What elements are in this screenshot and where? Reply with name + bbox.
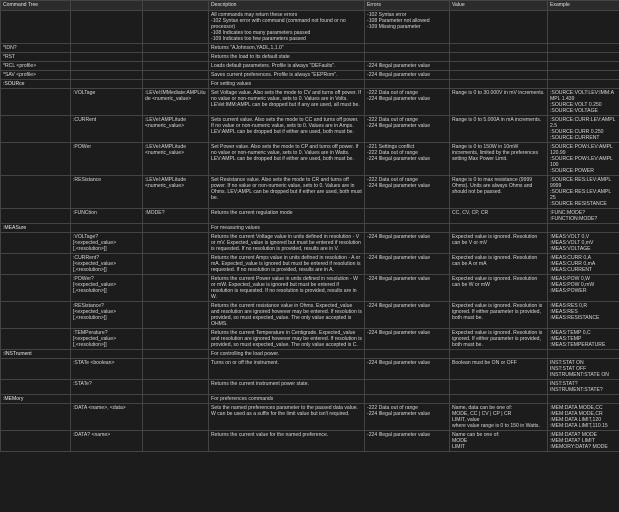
command-sub-cell: :VOLTage? [<expected_value> [,<resolution>]] <box>71 233 143 254</box>
command-param-cell <box>143 350 209 359</box>
errors-cell: -221 Settings conflict -222 Data out of range -224 Illegal parameter value <box>365 143 450 176</box>
description-cell: Returns the current Voltage value in units defined in resolution - V or mV. Expected_value is ignored but must be entered if resolution is requested. If no resolution is provided, results are in V. <box>209 233 365 254</box>
command-param-cell <box>143 254 209 275</box>
command-param-cell: :LEVel:AMPLitude <numeric_value> <box>143 176 209 209</box>
command-param-cell <box>143 302 209 329</box>
command-param-cell <box>143 404 209 431</box>
example-cell: :SOURCE:POW:LEV:AMPL 120.99 :SOURCE:POW:LEV:AMPL 100 :SOURCE:POWER <box>548 143 619 176</box>
description-cell: Sets the named preferences parameter to the passed data value. W can be used as a suffix for the limit value but isn't required. <box>209 404 365 431</box>
description-cell: For measuring values <box>209 224 365 233</box>
command-sub-cell: :DATA <name>, <data> <box>71 404 143 431</box>
command-sub-cell <box>71 350 143 359</box>
example-cell <box>548 395 619 404</box>
value-cell <box>450 380 548 395</box>
errors-cell: -222 Data out of range -224 Illegal parameter value <box>365 404 450 431</box>
errors-cell: -222 Data out of range -224 Illegal parameter value <box>365 116 450 143</box>
example-cell: :SOURCE:RES:LEV:AMPL 9999 :SOURCE:RES:LEV:AMPL 25 :SOURCE:RESISTANCE <box>548 176 619 209</box>
errors-cell <box>365 350 450 359</box>
description-cell: Saves current preferences. Profile is always "EEPRom". <box>209 71 365 80</box>
header-description: Description <box>209 1 365 11</box>
table-row <box>1 209 619 224</box>
description-cell: Loads default parameters. Profile is always "DEFaults". <box>209 62 365 71</box>
description-cell: For preferences commands <box>209 395 365 404</box>
command-root-cell <box>1 380 71 395</box>
table-row <box>1 71 619 80</box>
errors-cell: -224 Illegal parameter value <box>365 62 450 71</box>
command-sub-cell: :POWer <box>71 143 143 176</box>
description-cell: Returns the current Power value in units defined in resolution - W or mW. Expected_value is ignored but must be entered if resolution is requested. If no resolution is provided, results are in W. <box>209 275 365 302</box>
example-cell <box>548 80 619 89</box>
command-root-cell: *RCL <profile> <box>1 62 71 71</box>
example-cell <box>548 62 619 71</box>
table-row <box>1 116 619 143</box>
table-row <box>1 254 619 275</box>
command-root-cell: :SOURce <box>1 80 71 89</box>
command-root-cell <box>1 254 71 275</box>
errors-cell <box>365 44 450 53</box>
header-value: Value <box>450 1 548 11</box>
errors-cell <box>365 80 450 89</box>
example-cell <box>548 350 619 359</box>
errors-cell: -102 Syntax error -108 Parameter not allowed -109 Missing parameter <box>365 11 450 44</box>
command-param-cell <box>143 275 209 302</box>
description-cell: Turns on or off the instrument. <box>209 359 365 380</box>
value-cell: Range is 0 to 5.000A in mA increments. <box>450 116 548 143</box>
value-cell: Range is 0 to 30.000V in mV increments. <box>450 89 548 116</box>
command-root-cell <box>1 233 71 254</box>
command-sub-cell <box>71 71 143 80</box>
example-cell: :MEM:DATA MODE,CC :MEM:DATA MODE,CR :MEM:DATA LIMIT,120 :MEM:DATA LIMIT,110.15 <box>548 404 619 431</box>
example-cell: :MEAS:VOLT 0,V :MEAS:VOLT 0,mV :MEAS:VOLTAGE <box>548 233 619 254</box>
value-cell <box>450 350 548 359</box>
value-cell: Boolean must be ON or OFF <box>450 359 548 380</box>
example-cell: INST:STAT ON INST:STAT OFF INSTRUMENT:STATE ON <box>548 359 619 380</box>
table-row <box>1 62 619 71</box>
errors-cell: -222 Data out of range -224 Illegal parameter value <box>365 89 450 116</box>
description-cell: Returns the current Amps value in units defined in resolution - A or mA. Expected_value is ignored but must be entered if resolution is requested. If no resolution is provided, results are in A. <box>209 254 365 275</box>
command-sub-cell <box>71 11 143 44</box>
command-root-cell: :MEASure <box>1 224 71 233</box>
command-param-cell <box>143 11 209 44</box>
command-param-cell <box>143 431 209 452</box>
example-cell: :MEAS:TEMP 0,C :MEAS:TEMP :MEAS:TEMPERATURE <box>548 329 619 350</box>
errors-cell: -224 Illegal parameter value <box>365 359 450 380</box>
header-blank-2 <box>143 1 209 11</box>
command-root-cell <box>1 11 71 44</box>
errors-cell: -224 Illegal parameter value <box>365 275 450 302</box>
description-cell: All commands may return these errors -102 Syntax error with command (command not found or no processor) -108 Indicates too many parameters passed -109 Indicates too few parameters passed <box>209 11 365 44</box>
description-cell: For setting values <box>209 80 365 89</box>
table-row <box>1 233 619 254</box>
command-param-cell <box>143 62 209 71</box>
example-cell: :MEAS:RES 0,R :MEAS:RES :MEAS:RESISTANCE <box>548 302 619 329</box>
value-cell: Expected value is ignored. Resolution is ignored. If either parameter is provided, both must be. <box>450 329 548 350</box>
example-cell: :SOURCE:CURR:LEV:AMPL 2.5 :SOURCE:CURR 0.250 :SOURCE:CURRENT <box>548 116 619 143</box>
command-param-cell <box>143 71 209 80</box>
command-root-cell <box>1 143 71 176</box>
table-row <box>1 44 619 53</box>
command-param-cell <box>143 329 209 350</box>
value-cell: Range is 0 to 150W in 10mW increments, limited by the preferences setting Max Power Limit. <box>450 143 548 176</box>
command-param-cell: :MODE? <box>143 209 209 224</box>
command-param-cell <box>143 53 209 62</box>
table-row <box>1 359 619 380</box>
errors-cell: -224 Illegal parameter value <box>365 254 450 275</box>
errors-cell: -222 Data out of range -224 Illegal parameter value <box>365 176 450 209</box>
command-sub-cell: :RESistance <box>71 176 143 209</box>
command-root-cell <box>1 116 71 143</box>
example-cell <box>548 224 619 233</box>
command-sub-cell <box>71 395 143 404</box>
errors-cell <box>365 53 450 62</box>
table-row <box>1 89 619 116</box>
table-row <box>1 53 619 62</box>
command-sub-cell <box>71 62 143 71</box>
command-sub-cell: :STATe? <box>71 380 143 395</box>
command-sub-cell <box>71 44 143 53</box>
value-cell <box>450 53 548 62</box>
table-row <box>1 380 619 395</box>
table-row <box>1 431 619 452</box>
description-cell: Returns the load to its default state <box>209 53 365 62</box>
command-param-cell: :LEVel:AMPLitude <numeric_value> <box>143 143 209 176</box>
errors-cell <box>365 380 450 395</box>
command-param-cell <box>143 80 209 89</box>
errors-cell: -224 Illegal parameter value <box>365 233 450 254</box>
description-cell: Returns the current regulation mode <box>209 209 365 224</box>
command-sub-cell <box>71 224 143 233</box>
table-row <box>1 143 619 176</box>
command-param-cell: :LEVel:IMMediate:AMPLitude <numeric_value> <box>143 89 209 116</box>
command-root-cell: *IDN? <box>1 44 71 53</box>
header-example: Example <box>548 1 619 11</box>
example-cell <box>548 44 619 53</box>
value-cell: Expected value is ignored. Resolution can be V or mV <box>450 233 548 254</box>
command-root-cell: *SAV <profile> <box>1 71 71 80</box>
command-root-cell: *RST <box>1 53 71 62</box>
command-root-cell <box>1 302 71 329</box>
errors-cell: -224 Illegal parameter value <box>365 302 450 329</box>
section-row <box>1 350 619 359</box>
command-sub-cell: :CURRent <box>71 116 143 143</box>
example-cell: :FUNC:MODE? :FUNCTION:MODE? <box>548 209 619 224</box>
command-sub-cell: :DATA? <name> <box>71 431 143 452</box>
example-cell: :SOURCE:VOLT:LEV:IMM:AMPL 1.439 :SOURCE:VOLT 0.250 :SOURCE:VOLTAGE <box>548 89 619 116</box>
command-sub-cell <box>71 80 143 89</box>
errors-cell: -224 Illegal parameter value <box>365 431 450 452</box>
example-cell <box>548 11 619 44</box>
table-row <box>1 275 619 302</box>
command-sub-cell: :TEMPerature? [<expected_value> [,<resolution>]] <box>71 329 143 350</box>
command-sub-cell: :STATe <boolean> <box>71 359 143 380</box>
command-param-cell <box>143 359 209 380</box>
example-cell: :MEAS:CURR 0,A :MEAS:CURR 0,mA :MEAS:CURRENT <box>548 254 619 275</box>
description-cell: Set Voltage value. Also sets the mode to CV and turns off power. If no value or non-numeric value, sets to 0. Values are in Volts. LEVel:IMM:AMPL can be dropped but if any are used, all must be. <box>209 89 365 116</box>
command-root-cell <box>1 359 71 380</box>
value-cell <box>450 395 548 404</box>
description-cell: Returns "AJohnson,YADL,1,1.0" <box>209 44 365 53</box>
command-root-cell: :INSTrument <box>1 350 71 359</box>
command-param-cell <box>143 44 209 53</box>
command-sub-cell: :CURRent? [<expected_value> [,<resolution>]] <box>71 254 143 275</box>
section-row <box>1 224 619 233</box>
command-sub-cell: :VOLTage <box>71 89 143 116</box>
command-sub-cell: :POWer? [<expected_value> [,<resolution>]] <box>71 275 143 302</box>
header-errors: Errors <box>365 1 450 11</box>
command-param-cell <box>143 395 209 404</box>
errors-cell <box>365 209 450 224</box>
description-cell: For controlling the load power. <box>209 350 365 359</box>
value-cell: Range is 0 to max resistance (9999 Ohms). Units are always Ohms and should not be passed. <box>450 176 548 209</box>
table-row <box>1 329 619 350</box>
table-row <box>1 302 619 329</box>
description-cell: Set Power value. Also sets the mode to CP and turns off power. If no value or non-numeric value, sets to 0. Values are in Watts. LEV:AMPL can be dropped but if either are used, both must be. <box>209 143 365 176</box>
errors-cell <box>365 224 450 233</box>
example-cell: :MEAS:POW 0,W :MEAS:POW 0,mW :MEAS:POWER <box>548 275 619 302</box>
command-root-cell <box>1 176 71 209</box>
value-cell: Expected value is ignored. Resolution can be A or mA <box>450 254 548 275</box>
command-param-cell <box>143 380 209 395</box>
example-cell: :MEM:DATA? MODE :MEM:DATA? LIMIT :MEMORY:DATA? MODE <box>548 431 619 452</box>
command-root-cell <box>1 329 71 350</box>
example-cell <box>548 71 619 80</box>
errors-cell: -224 Illegal parameter value <box>365 329 450 350</box>
command-sub-cell: :RESistance? [<expected_value> [,<resolution>]] <box>71 302 143 329</box>
header-blank-1 <box>71 1 143 11</box>
example-cell <box>548 53 619 62</box>
value-cell: Name can be one of: MODE LIMIT <box>450 431 548 452</box>
value-cell <box>450 80 548 89</box>
command-param-cell <box>143 224 209 233</box>
value-cell: Expected value is ignored. Resolution is ignored. If either parameter is provided, both must be. <box>450 302 548 329</box>
command-root-cell <box>1 89 71 116</box>
description-cell: Returns the current instrument power state. <box>209 380 365 395</box>
example-cell: INST:STAT? INSTRUMENT:STATE? <box>548 380 619 395</box>
table-row <box>1 11 619 44</box>
value-cell: Expected value is ignored. Resolution can be W or mW <box>450 275 548 302</box>
value-cell <box>450 224 548 233</box>
command-root-cell <box>1 209 71 224</box>
command-sub-cell: :FUNCtion <box>71 209 143 224</box>
header-row <box>1 1 619 11</box>
value-cell <box>450 44 548 53</box>
command-root-cell <box>1 431 71 452</box>
command-sub-cell <box>71 53 143 62</box>
header-command-tree: Command Tree <box>1 1 71 11</box>
command-root-cell: :MEMory <box>1 395 71 404</box>
command-param-cell <box>143 233 209 254</box>
value-cell: CC, CV, CP, CR <box>450 209 548 224</box>
section-row <box>1 80 619 89</box>
table-row <box>1 176 619 209</box>
section-row <box>1 395 619 404</box>
command-param-cell: :LEVel:AMPLitude <numeric_value> <box>143 116 209 143</box>
description-cell: Returns the current Temperature in Centigrade. Expected_value and resolution are ignored however may be entered. If resolution is provided, so must expected_value. The only value accepted is C. <box>209 329 365 350</box>
value-cell <box>450 11 548 44</box>
description-cell: Sets current value. Also sets the mode to CC and turns off power. If no value or non-numeric value, sets to 0. Values are in Amps. LEV:AMPL can be dropped but if either are used, both must be. <box>209 116 365 143</box>
command-root-cell <box>1 404 71 431</box>
value-cell <box>450 71 548 80</box>
errors-cell <box>365 395 450 404</box>
description-cell: Returns the current value for the named preference. <box>209 431 365 452</box>
description-cell: Set Resistance value. Also sets the mode to CR and turns off power. If no value or non-numeric value, sets to 0. Values are in Ohms. LEV:AMPL can be dropped but if either are used, both must be. <box>209 176 365 209</box>
value-cell: Name, data can be one of: MODE, CC | CV | CP | CR LIMIT, value where value range is 0 to 150 in Watts. <box>450 404 548 431</box>
command-root-cell <box>1 275 71 302</box>
description-cell: Returns the current resistance value in Ohms. Expected_value and resolution are ignored however may be entered. If resolution is provided, so must expected_value. The only value accepted is OHMS. <box>209 302 365 329</box>
errors-cell: -224 Illegal parameter value <box>365 71 450 80</box>
value-cell <box>450 62 548 71</box>
table-row <box>1 404 619 431</box>
